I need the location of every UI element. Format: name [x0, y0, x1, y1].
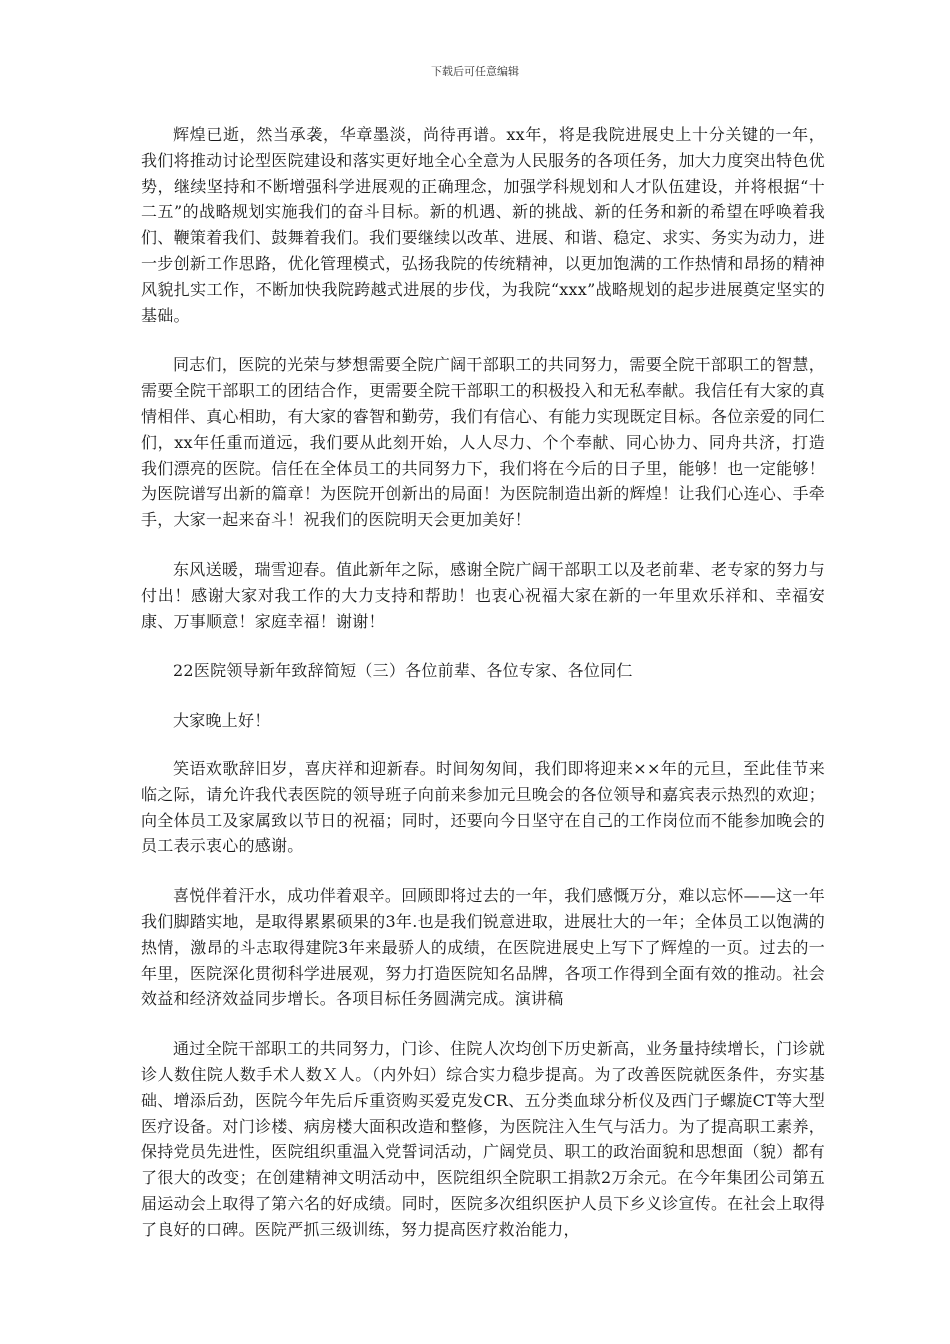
greeting: 大家晚上好！	[173, 711, 271, 731]
paragraph-2: 同志们，医院的光荣与梦想需要全院广阔干部职工的共同努力，需要全院干部职工的智慧，需要全院干部职工的团结合作，更需要全院干部职工的积极投入和无私奉献。我信任有大家的真情相伴、真心相助，有大家的睿智和勤劳，我们有信心、有能力实现既定目标。各位亲爱的同仁们，xx年任重而道远，我们要从此刻开始，人人尽力、个个奉献、同心协力、同舟共济，打造我们漂亮的医院。信任在全体员工的共同努力下，我们将在今后的日子里，能够！也一定能够！为医院谱写出新的篇章！为医院开创新出的局面！为医院制造出新的辉煌！让我们心连心、手牵手，大家一起来奋斗！祝我们的医院明天会更加美好！	[141, 355, 825, 530]
section-title: 22医院领导新年致辞简短（三）各位前辈、各位专家、各位同仁	[173, 661, 633, 681]
paragraph-4: 笑语欢歌辞旧岁，喜庆祥和迎新春。时间匆匆间，我们即将迎来××年的元旦，至此佳节来临之际，请允许我代表医院的领导班子向前来参加元旦晚会的各位领导和嘉宾表示热烈的欢迎；向全体员工及家属致以节日的祝福；同时，还要向今日坚守在自己的工作岗位而不能参加晚会的员工表示衷心的感谢。	[141, 758, 825, 856]
paragraph-1: 辉煌已逝，然当承袭，华章墨淡，尚待再谱。xx年，将是我院进展史上十分关键的一年，我们将推动讨论型医院建设和落实更好地全心全意为人民服务的各项任务，加大力度突出特色优势，继续坚持和不断增强科学进展观的正确理念，加强学科规划和人才队伍建设，并将根据“十二五”的战略规划实施我们的奋斗目标。新的机遇、新的挑战、新的任务和新的希望在呼唤着我们、鞭策着我们、鼓舞着我们。我们要继续以改革、进展、和谐、稳定、求实、务实为动力，进一步创新工作思路，优化管理模式，弘扬我院的传统精神，以更加饱满的工作热情和昂扬的精神风貌扎实工作，不断加快我院跨越式进展的步伐，为我院“xxx”战略规划的起步进展奠定坚实的基础。	[141, 125, 825, 325]
paragraph-3: 东风送暖，瑞雪迎春。值此新年之际，感谢全院广阔干部职工以及老前辈、老专家的努力与付出！感谢大家对我工作的大力支持和帮助！也衷心祝福大家在新的一年里欢乐祥和、幸福安康、万事顺意！家庭幸福！谢谢！	[141, 559, 825, 631]
document-body	[141, 122, 825, 1242]
paragraph-6: 通过全院干部职工的共同努力，门诊、住院人次均创下历史新高，业务量持续增长，门诊就诊人数住院人数手术人数Ｘ人。（内外妇）综合实力稳步提高。为了改善医院就医条件，夯实基础、增添后劲，医院今年先后斥重资购买爱克发CR、五分类血球分析仪及西门子螺旋CT等大型医疗设备。对门诊楼、病房楼大面积改造和整修，为医院注入生气与活力。为了提高职工素养，保持党员先进性，医院组织重温入党誓词活动，广阔党员、职工的政治面貌和思想面（貌）都有了很大的改变；在创建精神文明活动中，医院组织全院职工捐款2万余元。在今年集团公司第五届运动会上取得了第六名的好成绩。同时，医院多次组织医护人员下乡义诊宣传。在社会上取得了良好的口碑。医院严抓三级训练，努力提高医疗救治能力，	[141, 1039, 825, 1239]
page-header: 下载后可任意编辑	[431, 65, 519, 78]
paragraph-5: 喜悦伴着汗水，成功伴着艰辛。回顾即将过去的一年，我们感慨万分，难以忘怀——这一年我们脚踏实地，是取得累累硕果的3年.也是我们锐意进取，进展壮大的一年；全体员工以饱满的热情，激昂的斗志取得建院3年来最骄人的成绩，在医院进展史上写下了辉煌的一页。过去的一年里，医院深化贯彻科学进展观，努力打造医院知名品牌，各项工作得到全面有效的推动。社会效益和经济效益同步增长。各项目标任务圆满完成。演讲稿	[141, 886, 825, 1009]
